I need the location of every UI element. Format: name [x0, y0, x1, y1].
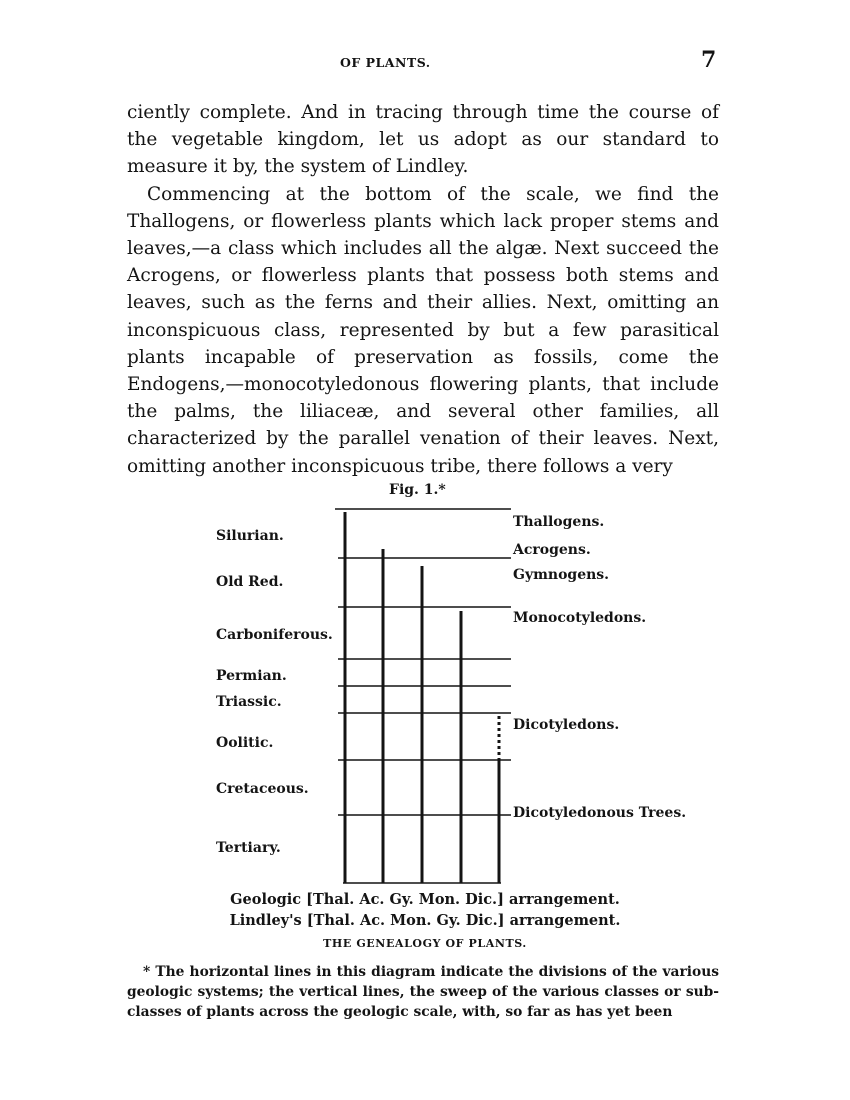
period-label: Silurian. [216, 528, 284, 544]
running-head: OF PLANTS. [340, 55, 431, 70]
paragraph: Commencing at the bottom of the scale, we find the Thallogens, or flowerless plants which lack proper stems and leaves,—a class which includes all the algæ. Next succeed the Acrogens, or flowerless plants that possess both stems and leaves, such as the ferns and their allies. Next, omitting an inconspicuous class, represented by but a few parasitical plants incapable of preservation as fossils, come the Endogens,—monocotyledonous flowering plants, that include the palms, the liliaceæ, and several other families, all characterized by the parallel venation of their leaves. Next, omitting another inconspicuous tribe, there follows a very [127, 183, 719, 477]
paragraph: ciently complete. And in tracing through time the course of the vegetable kingdom, let us adopt as our standard to measure it by, the system of Lindley. [127, 102, 719, 178]
footnote-text: * The horizontal lines in this diagram indicate the divisions of the various geologic systems; the vertical lines, the sweep of the various classes or sub-classes of plants across the geologic scale, with, so far as has yet been [127, 964, 719, 1020]
class-label: Dicotyledons. [513, 717, 620, 733]
footnote [127, 962, 719, 1022]
period-label: Triassic. [216, 694, 282, 710]
figure-caption: THE GENEALOGY OF PLANTS. [323, 937, 527, 950]
genealogy-diagram [0, 478, 850, 898]
period-label: Old Red. [216, 574, 284, 590]
class-label: Monocotyledons. [513, 610, 647, 626]
period-label: Permian. [216, 668, 287, 684]
class-label: Thallogens. [513, 514, 605, 530]
class-label: Acrogens. [513, 542, 591, 558]
class-label: Dicotyledonous Trees. [513, 805, 687, 821]
geologic-arrangement: Geologic [Thal. Ac. Gy. Mon. Dic.] arrangement. [230, 891, 620, 908]
period-label: Cretaceous. [216, 781, 309, 797]
period-label: Tertiary. [216, 840, 281, 856]
figure-label: Fig. 1.* [389, 482, 446, 498]
class-label: Gymnogens. [513, 567, 610, 583]
period-label: Oolitic. [216, 735, 274, 751]
page-number: 7 [701, 47, 717, 73]
genealogy-figure [0, 478, 850, 968]
period-label: Carboniferous. [216, 627, 333, 643]
lindley-arrangement: Lindley's [Thal. Ac. Mon. Gy. Dic.] arrangement. [229, 912, 621, 929]
body-text [127, 99, 719, 480]
